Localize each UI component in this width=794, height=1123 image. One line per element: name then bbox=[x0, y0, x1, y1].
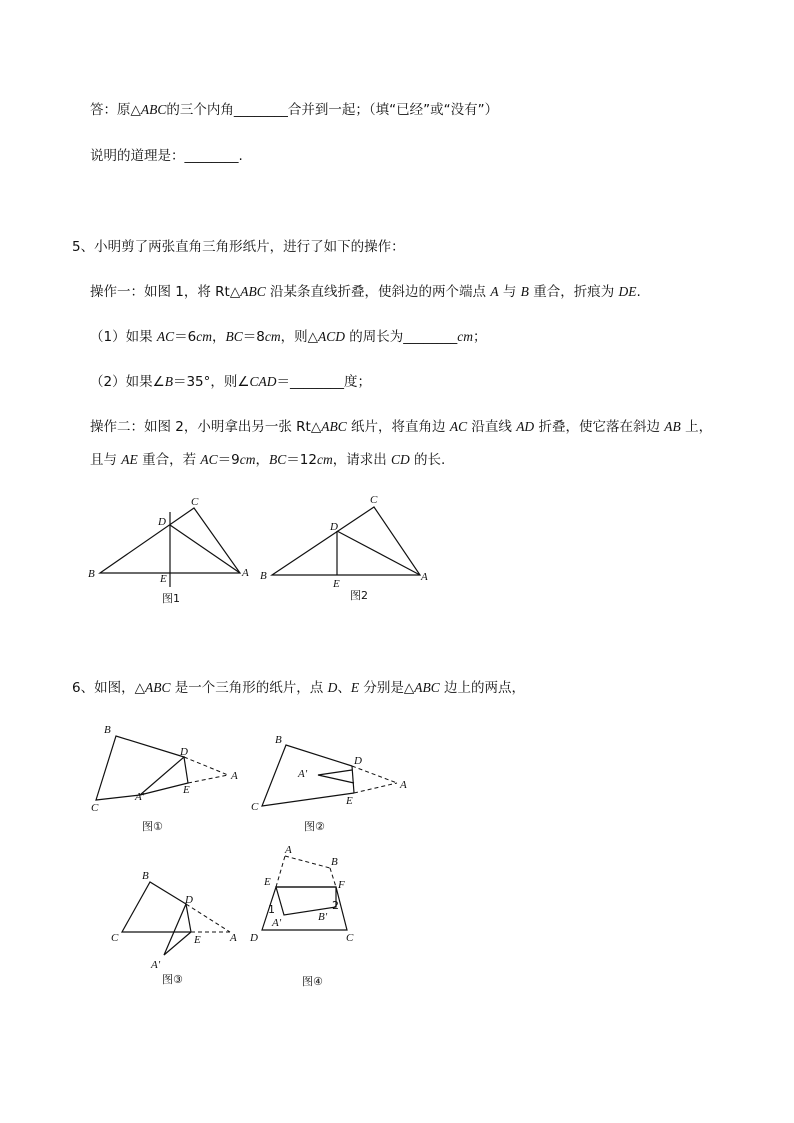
text: ABC bbox=[321, 419, 347, 434]
text: ； bbox=[473, 329, 487, 345]
text: 重合，若 bbox=[137, 452, 201, 468]
text: 、 bbox=[337, 680, 351, 696]
reason-line: 说明的道理是：________. bbox=[90, 148, 243, 164]
figc4-label-a-prime: A′ bbox=[272, 917, 282, 929]
text: cm bbox=[239, 452, 256, 467]
text: 是一个三角形的纸片，点 bbox=[170, 680, 328, 696]
figc4-label-c: C bbox=[346, 932, 354, 944]
fig2-label-c: C bbox=[370, 494, 378, 506]
text: ， bbox=[255, 452, 269, 468]
figc1-caption: 图① bbox=[142, 820, 163, 833]
fig1-caption: 图1 bbox=[162, 592, 180, 605]
text: ＝6 bbox=[174, 329, 197, 345]
figc3-label-a: A bbox=[230, 932, 237, 944]
figc4-label-e: E bbox=[264, 876, 271, 888]
fig1-label-c: C bbox=[191, 496, 199, 508]
text: 重合，折痕为 bbox=[528, 284, 619, 300]
text: 的周长为________ bbox=[345, 329, 458, 345]
text: E bbox=[350, 680, 360, 695]
text: cm bbox=[264, 329, 281, 344]
figc1-label-c: C bbox=[91, 802, 99, 814]
text: AB bbox=[664, 419, 681, 434]
fig2-label-d: D bbox=[330, 521, 338, 533]
figc1-label-b: B bbox=[104, 724, 111, 736]
answer-rest: 的三个内角________合并到一起；（填“已经”或“没有”） bbox=[166, 102, 499, 118]
fig1-label-b: B bbox=[88, 568, 95, 580]
text: AC bbox=[449, 419, 468, 434]
text: 的长. bbox=[409, 452, 446, 468]
answer-triangle-symbol: △ bbox=[130, 102, 141, 118]
text: AE bbox=[121, 452, 138, 467]
text: （1）如果 bbox=[90, 329, 157, 345]
text: 上， bbox=[680, 419, 713, 435]
figc3-label-b: B bbox=[142, 870, 149, 882]
text: D bbox=[327, 680, 338, 695]
figc4-label-f: F bbox=[338, 879, 345, 891]
fig1-label-e: E bbox=[160, 573, 167, 585]
figc2-label-d: D bbox=[354, 755, 362, 767]
figc4-label-d: D bbox=[250, 932, 258, 944]
text: ， bbox=[212, 329, 226, 345]
text: BC bbox=[225, 329, 243, 344]
text: ABC bbox=[240, 284, 266, 299]
figc1-label-a-prime: A′ bbox=[135, 791, 145, 803]
text: ABC bbox=[144, 680, 171, 695]
text: ＝35°，则∠ bbox=[172, 374, 250, 390]
figc3-label-a-prime: A′ bbox=[151, 959, 161, 971]
text: ，请求出 bbox=[332, 452, 391, 468]
text: 操作二：如图 2，小明拿出另一张 Rt△ bbox=[90, 419, 322, 435]
text: BC bbox=[269, 452, 287, 467]
q5-title: 5、小明剪了两张直角三角形纸片，进行了如下的操作： bbox=[72, 239, 405, 255]
figc2-label-c: C bbox=[251, 801, 259, 813]
fig2-label-e: E bbox=[333, 578, 340, 590]
text: 与 bbox=[498, 284, 521, 300]
figc4-dashed-bf bbox=[330, 868, 336, 887]
text: cm bbox=[196, 329, 212, 344]
text: . bbox=[636, 284, 641, 300]
text: ＝9 bbox=[217, 452, 240, 468]
figc4-dashed-ea bbox=[276, 856, 285, 887]
text: DE bbox=[618, 284, 637, 299]
text: ＝8 bbox=[242, 329, 265, 345]
answer-abc: ABC bbox=[140, 102, 167, 117]
fig2-caption: 图2 bbox=[350, 589, 368, 602]
text: B bbox=[520, 284, 529, 299]
text: ＝________度； bbox=[276, 374, 371, 390]
fig1-label-d: D bbox=[158, 516, 166, 528]
figc4-label-b-prime: B′ bbox=[318, 911, 328, 923]
text: 边上的两点， bbox=[439, 680, 526, 696]
text: A bbox=[490, 284, 499, 299]
text: 沿直线 bbox=[467, 419, 517, 435]
text: ACD bbox=[318, 329, 345, 344]
answer-prefix: 答：原 bbox=[90, 102, 131, 118]
text: 操作一：如图 1，将 Rt△ bbox=[90, 284, 241, 300]
figc2-label-a: A bbox=[400, 779, 407, 791]
figc3-label-e: E bbox=[194, 934, 201, 946]
figc1-label-d: D bbox=[180, 746, 188, 758]
text: AC bbox=[200, 452, 218, 467]
text: 6、如图，△ bbox=[72, 680, 145, 696]
figc2-label-b: B bbox=[275, 734, 282, 746]
figc2-caption: 图② bbox=[304, 820, 325, 833]
text: CAD bbox=[249, 374, 277, 389]
text: ABC bbox=[414, 680, 440, 695]
figc4-label-b: B bbox=[331, 856, 338, 868]
text: 折叠，使它落在斜边 bbox=[534, 419, 665, 435]
figc4-dashed-ab bbox=[285, 856, 330, 868]
text: 纸片，将直角边 bbox=[346, 419, 450, 435]
text: cm bbox=[457, 329, 474, 344]
text: ，则△ bbox=[280, 329, 318, 345]
figc3-label-c: C bbox=[111, 932, 119, 944]
figc3-caption: 图③ bbox=[162, 973, 183, 986]
figc4-label-a: A bbox=[285, 844, 292, 856]
text: 沿某条直线折叠，使斜边的两个端点 bbox=[265, 284, 491, 300]
fig2-label-b: B bbox=[260, 570, 267, 582]
figc4-angle-2: 2 bbox=[332, 899, 339, 912]
text: ＝12 bbox=[286, 452, 317, 468]
text: CD bbox=[391, 452, 410, 467]
text: （2）如果∠ bbox=[90, 374, 165, 390]
figc1-label-a: A bbox=[231, 770, 238, 782]
figc4-caption: 图④ bbox=[302, 975, 323, 988]
text: AD bbox=[516, 419, 535, 434]
fig2-label-a: A bbox=[421, 571, 428, 583]
figc4-angle-1: 1 bbox=[268, 903, 275, 916]
figc2-label-e: E bbox=[346, 795, 353, 807]
text: B bbox=[164, 374, 173, 389]
text: cm bbox=[316, 452, 333, 467]
fig1-label-a: A bbox=[242, 567, 249, 579]
figc3-label-d: D bbox=[185, 894, 193, 906]
text: 且与 bbox=[90, 452, 122, 468]
figc1-label-e: E bbox=[183, 784, 190, 796]
figc2-label-a-prime: A′ bbox=[298, 768, 308, 780]
text: 分别是△ bbox=[359, 680, 415, 696]
text: AC bbox=[156, 329, 175, 344]
